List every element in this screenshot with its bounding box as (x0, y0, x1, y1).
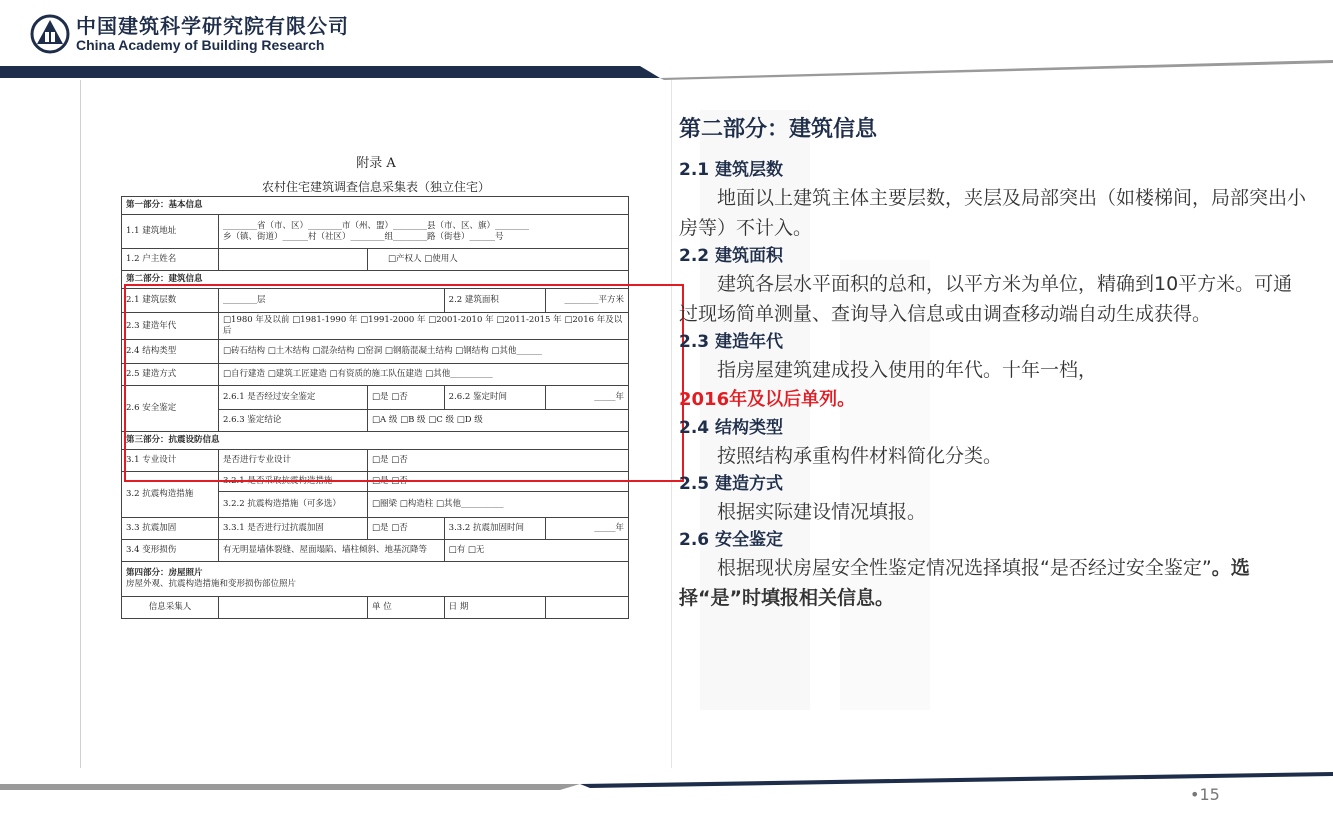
form-question: 3.3.2 抗震加固时间 (444, 518, 545, 540)
organization-logo (30, 14, 349, 54)
page-number: •15 (1190, 785, 1220, 804)
form-label: 2.3 建造年代 (122, 313, 219, 340)
appendix-title: 附录 A (356, 156, 396, 171)
form-value: □1980 年及以前 □1981-1990 年 □1991-2000 年 □2001-2010 年 □2011-2015 年 □2016 年及以后 (219, 313, 629, 340)
form-value: □砖石结构 □土木结构 □混杂结构 □窑洞 □钢筋混凝土结构 □钢结构 □其他______ (219, 340, 629, 364)
item-text: 建筑各层水平面积的总和，以平方米为单位，精确到10平方米。可通过现场简单测量、查询导入信息或由调查移动端自动生成获得。 (679, 273, 1293, 325)
form-value: □圈梁 □构造柱 □其他__________ (368, 492, 629, 518)
form-label: 3.1 专业设计 (122, 450, 219, 472)
form-value: □是 □否 (368, 518, 445, 540)
form-label: 3.2 抗震构造措施 (122, 472, 219, 518)
item-text: 根据实际建设情况填报。 (717, 501, 927, 523)
item-text: 地面以上建筑主体主要层数，夹层及局部突出（如楼梯间，局部突出小房等）不计入。 (679, 187, 1307, 239)
form-section-title: 第四部分：房屋照片 (126, 568, 203, 578)
item-title: 2.2 建筑面积 (679, 246, 784, 266)
form-label: 2.5 建造方式 (122, 364, 219, 386)
form-label: 2.1 建筑层数 (122, 289, 219, 313)
form-value: _____年 (545, 386, 628, 410)
item-text: 指房屋建筑建成投入使用的年代。十年一档， (717, 359, 1098, 381)
form-value: □有 □无 (444, 540, 628, 562)
form-question: 3.2.2 抗震构造措施（可多选） (219, 492, 368, 518)
form-question: 2.6.1 是否经过安全鉴定 (219, 386, 368, 410)
form-question: 3.3.1 是否进行过抗震加固 (219, 518, 368, 540)
highlight-frame (124, 284, 684, 482)
form-value: □是 □否 (368, 472, 629, 492)
form-label: 单 位 (368, 597, 445, 619)
form-question: 2.6.2 鉴定时间 (444, 386, 545, 410)
item-text (679, 553, 1309, 613)
form-label: 1.1 建筑地址 (122, 215, 219, 249)
form-label: 2.4 结构类型 (122, 340, 219, 364)
form-question: 是否进行专业设计 (219, 450, 368, 472)
form-value: □是 □否 (368, 386, 445, 410)
item-title: 2.3 建造年代 (679, 332, 784, 352)
form-value: □自行建造 □建筑工匠建造 □有资质的施工队伍建造 □其他__________ (219, 364, 629, 386)
form-section-description: 房屋外观、抗震构造措施和变形损伤部位照片 (126, 579, 297, 589)
form-label: 2.2 建筑面积 (444, 289, 545, 313)
form-label: 日 期 (444, 597, 545, 619)
form-value: _____年 (545, 518, 628, 540)
form-title: 农村住宅建筑调查信息采集表（独立住宅） (261, 180, 490, 194)
form-value: ________层 (219, 289, 445, 313)
item-title: 2.6 安全鉴定 (679, 530, 784, 550)
footer-rule (0, 760, 1333, 800)
survey-form-document (80, 80, 671, 768)
form-value: □是 □否 (368, 450, 629, 472)
form-question: 2.6.3 鉴定结论 (219, 410, 368, 432)
explanation-panel (679, 112, 1309, 613)
form-value-line: ________省（市、区）________市（州、盟）________县（市、区、旗）________ (223, 220, 530, 231)
form-question: 有无明显墙体裂缝、屋面塌陷、墙柱倾斜、地基沉降等 (219, 540, 445, 562)
form-section-title: 第一部分：基本信息 (122, 197, 629, 215)
form-value (219, 215, 629, 249)
form-label: 信息采集人 (122, 597, 219, 619)
item-text-main: 根据现状房屋安全性鉴定情况选择填报“是否经过安全鉴定” (717, 557, 1212, 579)
highlighted-note: 2016年及以后单列。 (679, 389, 856, 410)
form-question: 3.2.1 是否采取抗震构造措施 (219, 472, 368, 492)
organization-name-en: China Academy of Building Research (76, 37, 325, 53)
form-section-title: 第三部分：抗震设防信息 (122, 432, 629, 450)
form-value: □A 级 □B 级 □C 级 □D 级 (368, 410, 629, 432)
form-value: ________平方米 (545, 289, 628, 313)
organization-name-cn: 中国建筑科学研究院有限公司 (76, 14, 349, 38)
item-text-bold: 。选择“是”时填报相关信息。 (679, 557, 1250, 609)
form-label: 2.6 安全鉴定 (122, 386, 219, 432)
form-label: 3.4 变形损伤 (122, 540, 219, 562)
item-title: 2.1 建筑层数 (679, 160, 784, 180)
form-value: □产权人 □使用人 (368, 249, 629, 271)
form-section-title: 第二部分：建筑信息 (122, 271, 629, 289)
form-section (122, 562, 629, 597)
section-heading: 第二部分：建筑信息 (679, 117, 878, 142)
form-label: 3.3 抗震加固 (122, 518, 219, 540)
form-label: 1.2 户主姓名 (122, 249, 219, 271)
form-value-line: 乡（镇、街道）______村（社区）________组________路（街巷）______号 (223, 231, 504, 242)
item-title: 2.5 建造方式 (679, 474, 784, 494)
item-text: 按照结构承重构件材料简化分类。 (717, 445, 1003, 467)
item-title: 2.4 结构类型 (679, 418, 784, 438)
organization-logo-icon (30, 14, 70, 54)
